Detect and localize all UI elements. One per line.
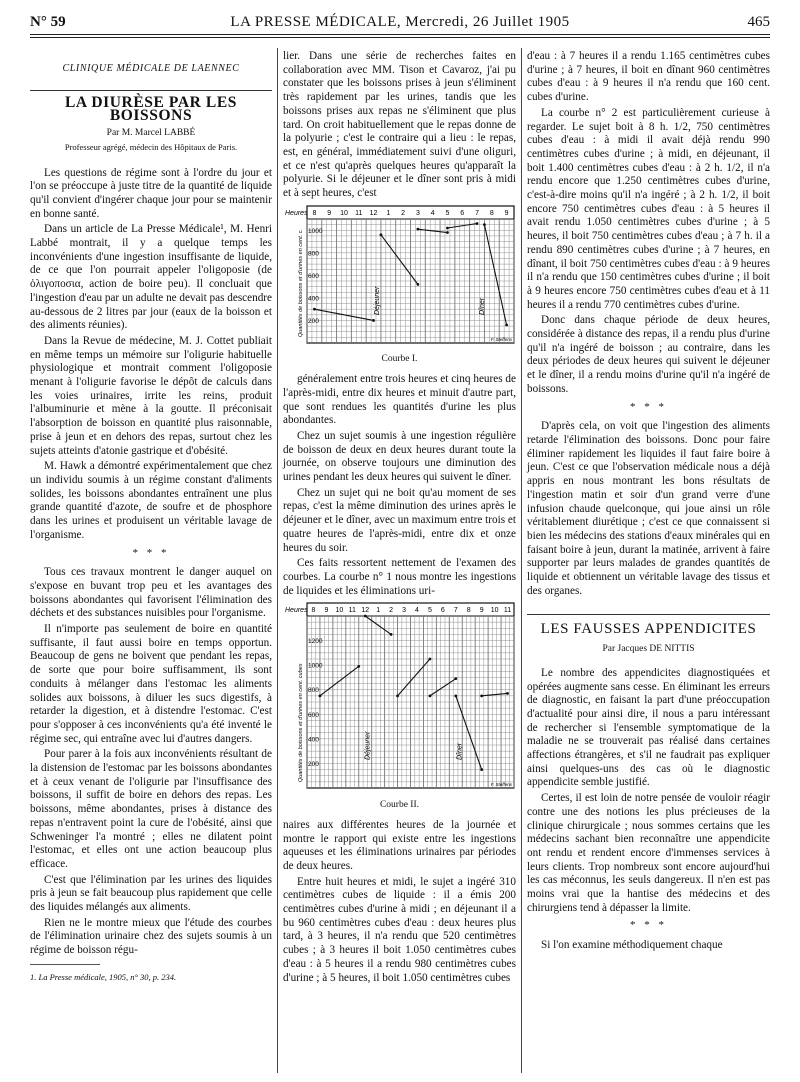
paragraph: C'est que l'élimination par les urines des liquides pris à jeun se fait beaucoup plus rapidement que celle des liquides mélangés aux aliments. xyxy=(30,873,272,914)
paragraph: Les questions de régime sont à l'ordre du jour et l'on se préoccupe à juste titre de la quantité de liquide qu'il convient d'ingérer chaque jour pour se maintenir en bonne santé. xyxy=(30,166,272,220)
x-tick-label: 9 xyxy=(327,209,332,217)
section-separator: * * * xyxy=(630,919,667,932)
x-tick-label: 9 xyxy=(504,209,509,217)
data-point xyxy=(364,615,367,618)
chart-1-caption: Courbe I. xyxy=(381,354,418,365)
author-affiliation: Professeur agrégé, médecin des Hôpitaux de Paris. xyxy=(64,141,238,152)
y-tick-label: 1000 xyxy=(308,227,323,235)
series-line xyxy=(484,224,506,324)
paragraph: lier. Dans une série de recherches faites en collaboration avec MM. Tison et Cavaroz, j'ai pu constater que les boissons prises à jeun s'éliminent très rapidement par les urines, tandis que les boissons prises aux repas ne s'éliminent que plus tard. On croit habituellement que le repas donne de la polyurie ; c'est le contraire qui a lieu : le repas, est, en général, immédiatement suivi d'une oliguri, et ce n'est qu'après quelques heures qu'apparaît la polyurie. Si le déjeuner et le dîner sont pris à midi et à sept heures, c'est xyxy=(283,50,516,200)
y-axis-label: Quantités de boissons et d'urines en cent. c. xyxy=(298,228,304,337)
paragraph: Pour parer à la fois aux inconvénients résultant de la distension de l'estomac par les boissons abondantes et à ceux venant de l'oligurie par l'insuffisance des boissons, il suffit de boire en dehors des repas. Les boissons, même abondantes, prises à distance des repas n'entravent point la cure de l'obésité, ainsi que Schweninger l'a montré ; elles ne dilatent point l'estomac, et elles ont une action beaucoup plus efficace. xyxy=(30,748,272,870)
x-tick-label: 4 xyxy=(430,209,435,217)
paragraph: Entre huit heures et midi, le sujet a ingéré 310 centimètres cubes de liquide : il a émis 200 centimètres cubes d'urine à midi ; en déjeunant il a bu 960 centimètres cubes d'eau : deux heures plus tard, à 3 heures, il n'a rendu que 520 centimètres cubes ; à 3 heures il boit 1.050 centimètres cubes d'eau : à 5 heures il a rendu 980 centimètres cubes d'urine ; à 5 heures, il boit 1.050 centimètres cubes xyxy=(283,875,516,984)
paragraph: Le nombre des appendicites diagnostiquées et opérées augmente sans cesse. En éliminant les erreurs de diagnostic, en faisant la part d'une préoccupation d'actualité pour ainsi dire, il nous a paru intéressant de rechercher si l'ensemble symptomatique de la maladie ne se trouverait pas réalisé dans certaines affections étrangères, et s'il ne faudrait pas expliquer ainsi quelques-uns des cas où le diagnostic appendicite semble justifié. xyxy=(527,666,770,789)
x-tick-label: 8 xyxy=(311,607,316,615)
paragraph: Si l'on examine méthodiquement chaque xyxy=(541,939,723,952)
x-tick-label: 8 xyxy=(312,209,317,217)
data-point xyxy=(429,695,432,698)
chart-annotation: Dîner xyxy=(478,297,486,315)
article-2-title: LES FAUSSES APPENDICITES xyxy=(527,614,770,637)
x-tick-label: 5 xyxy=(427,607,432,615)
data-point xyxy=(480,769,483,772)
chart-2 xyxy=(283,602,516,797)
data-point xyxy=(313,308,316,311)
series-line xyxy=(418,229,448,232)
page-number: 465 xyxy=(747,14,770,30)
chart-1-svg xyxy=(283,205,516,347)
x-tick-label: 11 xyxy=(503,607,512,615)
paragraph: Chez un sujet soumis à une ingestion régulière de boisson de deux en deux heures durant toute la journée, on observe toujours une diminution des urines pendant les deux heures qui suivent le dîner. xyxy=(283,429,516,484)
x-tick-label: 5 xyxy=(445,209,450,217)
section-separator: * * * xyxy=(132,546,170,559)
chart-2-caption: Courbe II. xyxy=(379,800,420,811)
section-separator: * * * xyxy=(630,400,667,413)
paragraph: Dans la Revue de médecine, M. J. Cottet publiait en même temps un mémoire sur l'oligurie habituelle physiologique et montrait comment l'oligoposie menant à l'oligurie favorise le dépôt de calculs dans les voies urinaires, irrite les reins, produit l'albuminurie et mène à la goutte. Il préconisait l'absorption de boisson en quantité plus raisonnable, prise à jeun et en dehors des repas, surtout chez les sujets atteints d'atonie gastrique et d'obésité. xyxy=(30,334,272,457)
article-2-author: Par Jacques DE NITTIS xyxy=(602,644,695,655)
data-point xyxy=(396,695,399,698)
data-point xyxy=(505,323,508,326)
paragraph: généralement entre trois heures et cinq heures de l'après-midi, entre dix heures et minuit d'autre part, que sont rendues les quantités d'urine les plus abondantes. xyxy=(283,373,516,427)
y-tick-label: 600 xyxy=(308,712,319,720)
data-point xyxy=(454,678,457,681)
y-tick-label: 600 xyxy=(308,272,319,280)
column-1 xyxy=(30,50,272,985)
chart-annotation: Déjeuner xyxy=(373,286,381,315)
paragraph: Tous ces travaux montrent le danger auquel on s'expose en buvant trop peu et les avantages des boissons abondantes qui favorisent l'élimination des déchets et des substances nuisibles pour l'organisme. xyxy=(30,566,272,620)
issue-number: N° 59 xyxy=(30,14,66,30)
x-tick-label: 10 xyxy=(335,607,344,615)
paragraph: Il n'importe pas seulement de boire en quantité suffisante, il faut aussi boire en temps opportun. Beaucoup de gens ne boivent que pendant les repas, de sorte que pour boire suffisamment, ils sont conduits à mélanger dans l'estomac les aliments solides aux boissons, à diluer les sucs digestifs, à retarder la digestion, et à distendre l'estomac. C'est pour s'opposer à ces inconvénients qu'a été inventé le régime sec, qui entraîne avec lui d'autres dangers. xyxy=(30,623,272,745)
x-tick-label: 12 xyxy=(361,607,370,615)
data-point xyxy=(416,227,419,230)
data-point xyxy=(454,695,457,698)
series-line xyxy=(430,679,456,696)
y-tick-label: 400 xyxy=(308,736,319,744)
y-axis-label: Quantités de boissons et d'urines en cent. cubes xyxy=(298,663,304,783)
paragraph: D'après cela, on voit que l'ingestion des aliments retarde l'élimination des boissons. Donc pour faire éliminer rapidement les liquides il faut faire boire à jeun. C'est ce que l'observation médicale nous a déjà appris en nous montrant les bons résultats de l'ingestion matin et soir d'un grand verre d'une infusion chaude quelconque, qui joue ainsi un rôle véritablement diurétique ; c'est ce que connaissent si bien les médecins des stations d'eaux minérales qui en faisant boire à jeun, durant la matinée, arrivent à faire supporter par leurs malades de grandes quantités de liquide et obtiennent un véritable lavage des tissus et des organes. xyxy=(527,420,770,597)
x-tick-label: 2 xyxy=(401,209,406,217)
paragraph: d'eau : à 7 heures il a rendu 1.165 centimètres cubes d'urine ; à 7 heures, il boit en dînant 960 centimètres cubes d'eau : à 9 heures il n'a rendu que 160 cent. cubes d'urine. xyxy=(527,50,770,104)
x-tick-label: 3 xyxy=(415,209,420,217)
x-tick-label: 12 xyxy=(369,209,378,217)
chart-annotation: Déjeuner xyxy=(364,731,372,761)
column-divider xyxy=(521,48,522,1073)
chart-1 xyxy=(283,205,516,352)
article-author: Par M. Marcel LABBÉ xyxy=(106,128,196,139)
article-title: LA DIURÈSE PAR LES BOISSONS xyxy=(30,90,272,123)
x-tick-label: 1 xyxy=(386,209,391,217)
x-header-label: Heures xyxy=(285,607,308,615)
series-line xyxy=(447,223,477,228)
x-tick-label: 6 xyxy=(440,607,445,615)
x-tick-label: 4 xyxy=(415,607,419,615)
y-tick-label: 800 xyxy=(308,250,319,258)
x-tick-label: 11 xyxy=(348,607,356,615)
data-point xyxy=(446,231,449,234)
paragraph: naires aux différentes heures de la journée et montre le rapport qui existe entre les ingestions aqueuses et les éliminations urinaires par périodes de deux heures. xyxy=(283,818,516,872)
x-tick-label: 3 xyxy=(402,607,406,615)
x-tick-label: 11 xyxy=(355,209,363,217)
y-tick-label: 200 xyxy=(308,761,319,769)
paragraph: Dans un article de La Presse Médicale¹, M. Henri Labbé montrait, il y a quelque temps les inconvénients d'une ingestion insuffisante de liquide, de ce que l'on pourrait appeler l'oligoposie (de ὀλιγοποσια, action de boire peu). Il concluait que l'ingestion d'eau par un adulte ne devait pas descendre au-dessous de 2 litres par jour (eaux de la boisson et des aliments réunies). xyxy=(30,223,272,332)
y-tick-label: 200 xyxy=(308,317,319,325)
x-tick-label: 7 xyxy=(475,209,479,217)
column-3 xyxy=(527,50,770,955)
x-tick-label: 2 xyxy=(389,607,394,615)
header-rule-2 xyxy=(30,37,770,38)
series-line xyxy=(365,616,391,634)
chart-2-svg xyxy=(283,602,516,792)
chart-credit: F. Steffens xyxy=(490,336,512,342)
paragraph: M. Hawk a démontré expérimentalement que chez un individu soumis à un régime constant d'aliments solides, les boissons abondantes entraînent une plus grande quantité d'azote, de soufre et de phosphore dans les urines et produisent un véritable lavage de l'organisme. xyxy=(30,460,272,541)
series-line xyxy=(381,235,418,285)
x-tick-label: 10 xyxy=(490,607,499,615)
chart-credit: F. Steffens xyxy=(490,782,512,788)
x-tick-label: 1 xyxy=(376,607,381,615)
y-tick-label: 800 xyxy=(308,687,319,695)
data-point xyxy=(357,665,360,668)
data-point xyxy=(429,658,432,661)
paragraph: Ces faits ressortent nettement de l'examen des courbes. La courbe n° 1 nous montre les ingestions de liquides et les éliminations uri- xyxy=(283,557,516,597)
paragraph: Donc dans chaque période de deux heures, considérée à distance des repas, il a rendu plus d'urine qu'il n'a ingéré de boisson ; au contraire, dans les deux périodes de deux heures qui suivent le déjeuner et le dîner, il a rendu moins d'urine qu'il n'a ingéré de boissons. xyxy=(527,314,770,395)
journal-title: LA PRESSE MÉDICALE, Mercredi, 26 Juillet 1905 xyxy=(230,14,570,30)
paragraph: Rien ne le montre mieux que l'étude des courbes de l'élimination urinaire chez des sujets soumis à un régime de boisson régu- xyxy=(30,916,272,957)
x-header-label: Heures xyxy=(285,209,308,217)
data-point xyxy=(476,222,479,225)
data-point xyxy=(416,283,419,286)
header-rule xyxy=(30,34,770,35)
x-tick-label: 9 xyxy=(479,607,484,615)
y-tick-label: 400 xyxy=(308,295,319,303)
x-tick-label: 8 xyxy=(489,209,494,217)
x-tick-label: 6 xyxy=(460,209,465,217)
chart-annotation: Dîner xyxy=(456,743,464,761)
data-point xyxy=(480,695,483,698)
data-point xyxy=(390,633,393,636)
data-point xyxy=(372,319,375,322)
paragraph: Chez un sujet qui ne boit qu'au moment de ses repas, c'est la même diminution des urines après le déjeuner et le dîner, avec un maximum entre trois et quatre heures de l'après-midi, entre dix et onze heures du soir. xyxy=(283,486,516,554)
x-tick-label: 8 xyxy=(466,607,471,615)
y-tick-label: 1000 xyxy=(308,663,323,671)
page-header xyxy=(30,14,770,32)
paragraph: La courbe n° 2 est particulièrement curieuse à regarder. Le sujet boit à 8 h. 1/2, 750 centimètres cubes d'eau : à midi il avait déjà rendu 990 centimètres cubes d'urine ; à midi, en déjeunant, il boit 1.400 centimètres cubes d'eau : à 2 h. 1/2, il n'a rendu encore que 1.250 centimètres cubes d'urine, c'est-à-dire moins qu'il n'a ingéré ; à 2 h. 1/2, il boit encore 750 centimètres cubes d'eau : à 5 heures il avait rendu 1.050 centimètres cubes d'urine ; à 5 heures, il boit 750 centimètres cubes d'eau ; à 7 h. il a rendu 890 centimètres cubes d'urine ; à 7 heures, en dînant, il boit 750 centimètres cubes d'eau : à 9 heures il n'a rendu que 150 centimètres cubes d'urine ; il boit à 9 heures encore 750 centimètres cubes d'eau et à 11 heures il a rendu 770 centimètres cubes d'urine. xyxy=(527,106,770,311)
series-line xyxy=(482,694,508,696)
x-tick-label: 9 xyxy=(324,607,329,615)
data-point xyxy=(506,692,509,695)
column-divider xyxy=(277,48,278,1073)
data-point xyxy=(446,226,449,229)
column-2 xyxy=(283,50,516,987)
rubric: CLINIQUE MÉDICALE DE LAENNEC xyxy=(62,63,240,74)
y-tick-label: 1200 xyxy=(308,638,323,646)
series-line xyxy=(320,667,359,696)
x-tick-label: 7 xyxy=(453,607,458,615)
footnote-rule xyxy=(30,964,100,969)
x-tick-label: 10 xyxy=(340,209,348,217)
footnote: 1. La Presse médicale, 1905, n° 30, p. 234. xyxy=(30,971,177,982)
data-point xyxy=(483,223,486,226)
data-point xyxy=(380,233,383,236)
paragraph: Certes, il est loin de notre pensée de vouloir réagir contre une des notions les plus précieuses de la clinique chirurgicale ; nous sommes certains que les médecins sachant bien reconnaître une appendicite ont rendu et rendent encore d'immenses services à leurs clients. Trop nombreux sont encore aujourd'hui les cas méconnus, les seuls dangereux. Il n'en est pas moins vrai que la hantise des médecins et des chirurgiens tend à dépasser la limite. xyxy=(527,792,770,914)
data-point xyxy=(319,695,322,698)
